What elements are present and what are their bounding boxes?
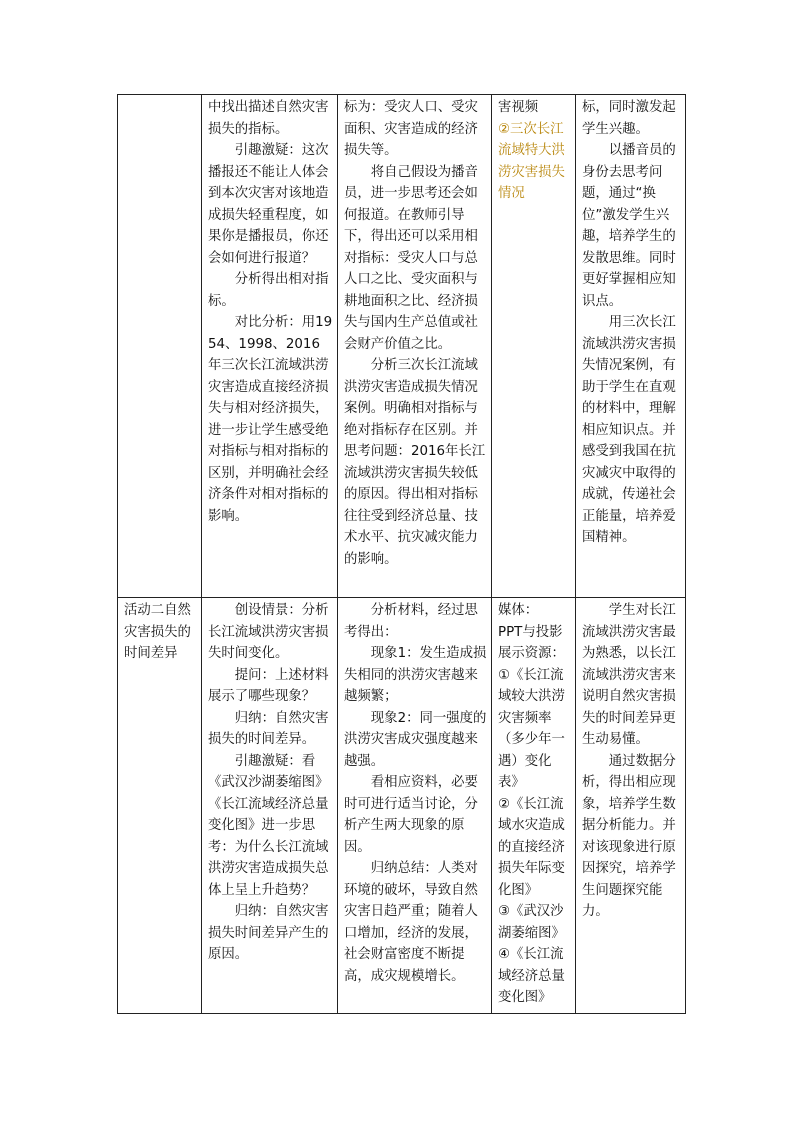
paragraph: 媒体：	[498, 603, 539, 618]
table-row	[118, 95, 686, 598]
paragraph: 分析材料，经过思考得出：	[344, 603, 478, 640]
paragraph: 用三次长江流域洪涝灾害损失情况案例，有助于学生在直观的材料中，理解相应知识点。并感受到我国在抗灾减灾中取得的成就，传递社会正能量，培养爱国精神。	[582, 315, 676, 545]
paragraph: 归纳总结：人类对环境的破坏，导致自然灾害日趋严重；随着人口增加，经济的发展，社会财富密度不断提高，成灾规模增长。	[344, 861, 478, 984]
teacher-activity-cell	[202, 95, 338, 598]
paragraph: 现象2：同一强度的洪涝灾害成灾强度越来越强。	[344, 710, 487, 769]
resource-item: ①《长江流域较大洪涝灾害频率（多少年一遇）变化表》	[498, 667, 565, 790]
paragraph: 对比分析：用1954、1998、2016年三次长江流域洪涝灾害造成直接经济损失与相对经济损失，进一步让学生感受绝对指标与相对指标的区别，并明确社会经济条件对相对指标的影响。	[208, 315, 333, 524]
paragraph: 现象1：发生造成损失相同的洪涝灾害越来越频繁；	[344, 646, 487, 704]
activity-cell	[118, 598, 202, 1014]
student-activity-cell	[338, 95, 492, 598]
design-intent-cell	[576, 598, 686, 1014]
resource-item: ③《武汉沙湖萎缩图》	[498, 904, 565, 941]
paragraph: 通过数据分析，得出相应现象，培养学生数据分析能力。并对该现象进行原因探究，培养学生问题探究能力。	[582, 753, 676, 919]
paragraph: 学生对长江流域洪涝灾害最为熟悉，以长江流域洪涝灾害来说明自然灾害损失的时间差异更生动易懂。	[582, 603, 676, 747]
paragraph: 创设情景：分析长江流域洪涝灾害损失时间变化。	[208, 603, 329, 661]
student-activity-cell	[338, 598, 492, 1014]
paragraph: 提问：上述材料展示了哪些现象？	[208, 667, 329, 704]
paragraph: 将自己假设为播音员，进一步思考还会如何报道。在教师引导下，得出还可以采用相对指标：受灾人口与总人口之比、受灾面积与耕地面积之比、经济损失与国内生产总值或社会财产价值之比。	[344, 164, 478, 352]
paragraph: 归纳：自然灾害损失时间差异产生的原因。	[208, 904, 329, 962]
resource-item: ②《长江流域水灾造成的直接经济损失年际变化图》	[498, 796, 565, 898]
paragraph: 引趣激疑：这次播报还不能让人体会到本次灾害对该地造成损失轻重程度，如果你是播报员，你还会如何进行报道？	[208, 143, 329, 266]
activity-cell	[118, 95, 202, 598]
paragraph: PPT与投影展示资源：	[498, 624, 565, 661]
paragraph: 以播音员的身份去思考问题，通过“换位”激发学生兴趣，培养学生的发散思维。同时更好掌握相应知识点。	[582, 143, 676, 309]
paragraph: 中找出描述自然灾害损失的指标。	[208, 100, 329, 137]
paragraph: 分析三次长江流域洪涝灾害造成损失情况案例。明确相对指标与绝对指标存在区别。并思考问题：2016年长江流域洪涝灾害损失较低的原因。得出相对指标往往受到经济总量、技术水平、抗灾减灾能力的影响。	[344, 358, 486, 567]
activity-title: 活动二自然灾害损失的时间差异	[124, 603, 191, 661]
paragraph: 标，同时激发起学生兴趣。	[582, 100, 676, 137]
teacher-activity-cell	[202, 598, 338, 1014]
lesson-plan-table	[117, 94, 686, 1014]
resource-item: ④《长江流域经济总量变化图》	[498, 947, 565, 1005]
paragraph: 看相应资料，必要时可进行适当讨论，分析产生两大现象的原因。	[344, 775, 478, 855]
resources-cell	[492, 95, 576, 598]
paragraph: 害视频	[498, 100, 539, 115]
paragraph: 分析得出相对指标。	[208, 272, 329, 309]
paragraph: 标为：受灾人口、受灾面积、灾害造成的经济损失等。	[344, 100, 478, 158]
design-intent-cell	[576, 95, 686, 598]
paragraph: 归纳：自然灾害损失的时间差异。	[208, 710, 329, 747]
resource-item: ②三次长江流域特大洪涝灾害损失情况	[498, 121, 565, 201]
paragraph: 引趣激疑：看《武汉沙湖萎缩图》《长江流域经济总量变化图》进一步思考：为什么长江流域洪涝灾害造成损失总体上呈上升趋势？	[208, 753, 329, 898]
resources-cell	[492, 598, 576, 1014]
table-row	[118, 598, 686, 1014]
